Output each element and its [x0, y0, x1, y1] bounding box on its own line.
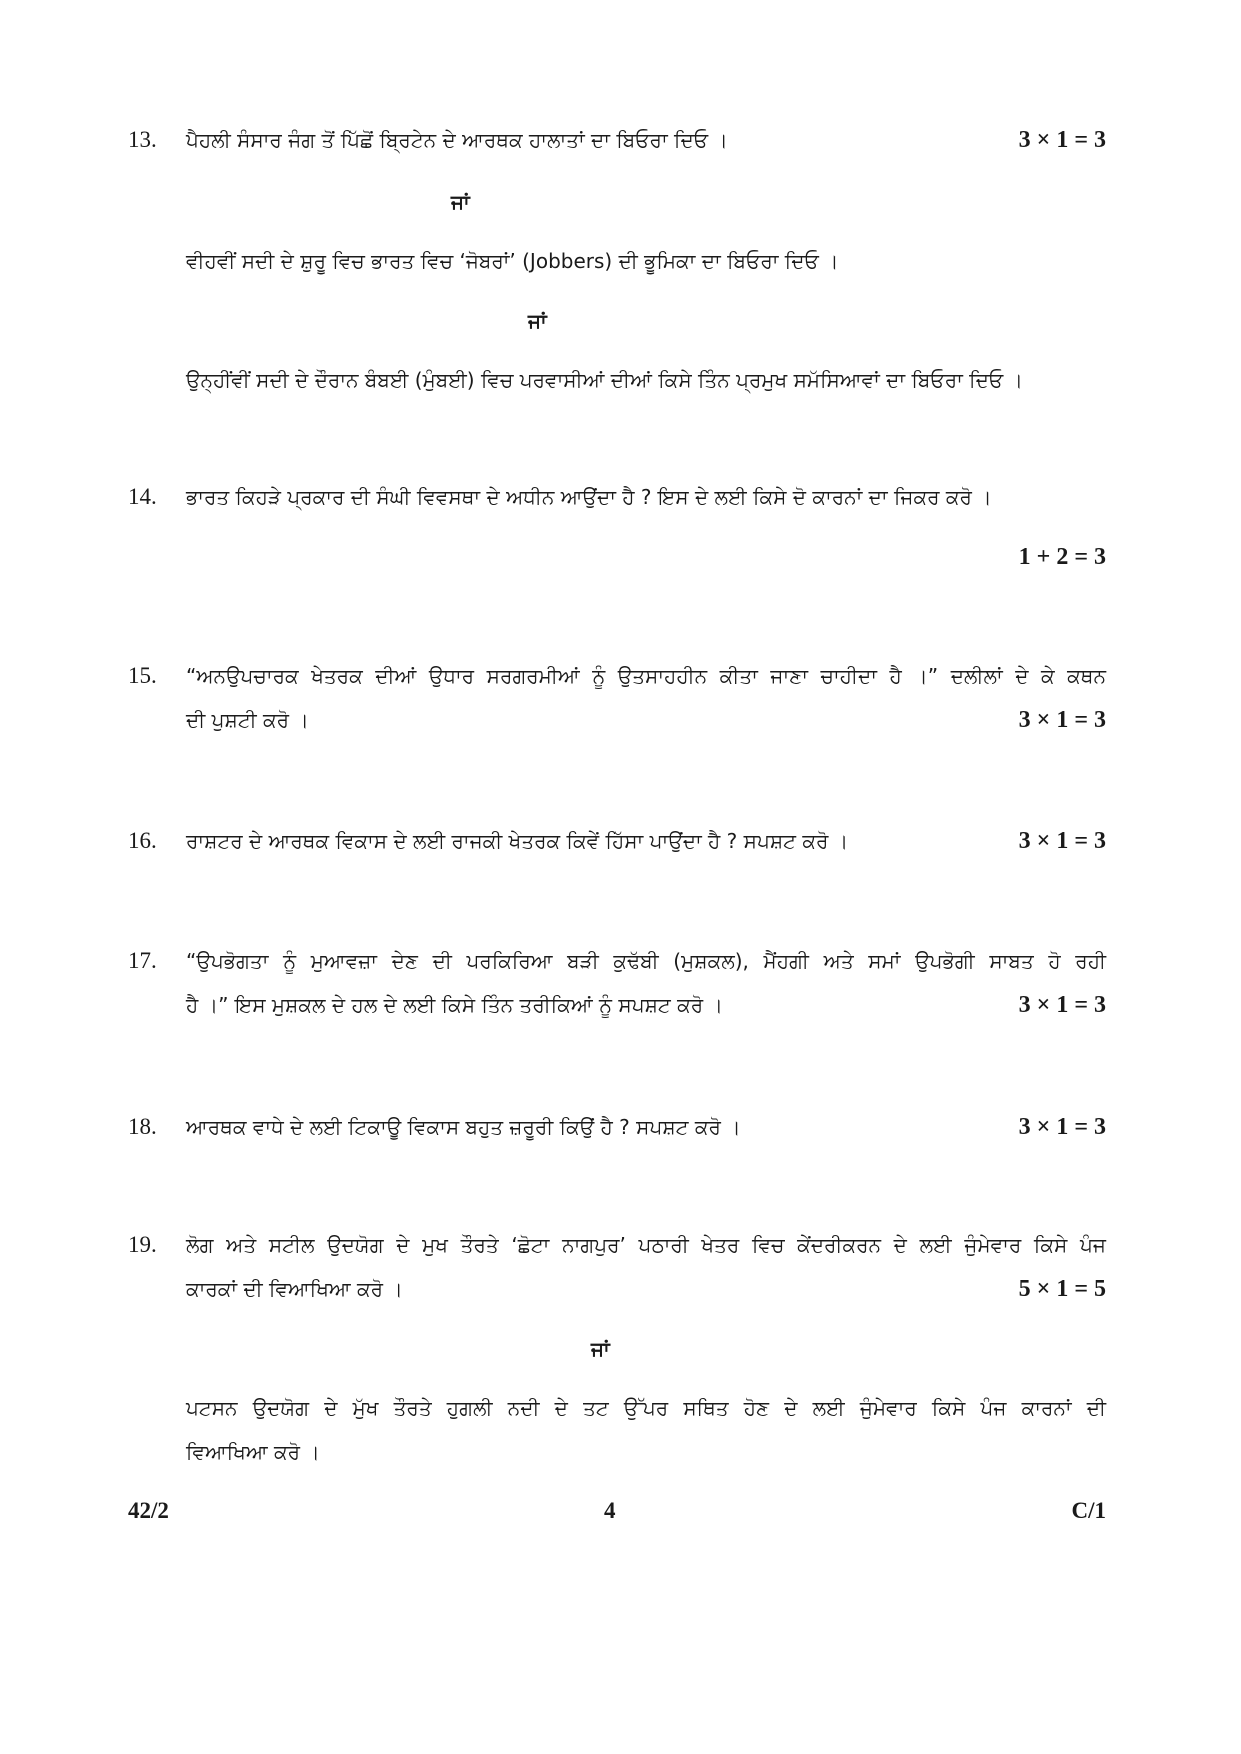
marks: 3 × 1 = 3 — [1018, 127, 1106, 153]
or-separator: ਜਾਂ — [591, 1337, 610, 1361]
page-number: 4 — [604, 1498, 616, 1523]
alternative-question-text: ਵਿਆਖਿਆ ਕਰੋ । — [186, 1440, 320, 1464]
marks: 1 + 2 = 3 — [1018, 544, 1106, 570]
question-number: 14. — [128, 484, 157, 509]
question-number: 17. — [128, 948, 157, 973]
marks: 3 × 1 = 3 — [1018, 828, 1106, 854]
or-separator: ਜਾਂ — [451, 190, 470, 214]
question-text: ਲੋਗ ਅਤੇ ਸਟੀਲ ਉਦਯੋਗ ਦੇ ਮੁਖ ਤੌਰਤੇ ‘ਛੋਟਾ ਨਾਗਪੁਰ’ ਪਠਾਰੀ ਖੇਤਰ ਵਿਚ ਕੇਂਦਰੀਕਰਨ ਦੇ ਲਈ ਜੁੰਮੇਵਾਰ ਕਿਸੇ ਪੰਜ — [186, 1233, 1106, 1257]
question-number: 18. — [128, 1114, 157, 1139]
question-text: ਰਾਸ਼ਟਰ ਦੇ ਆਰਥਕ ਵਿਕਾਸ ਦੇ ਲਈ ਰਾਜਕੀ ਖੇਤਰਕ ਕਿਵੇਂ ਹਿੱਸਾ ਪਾਉਂਦਾ ਹੈ ? ਸਪਸ਼ਟ ਕਰੋ । — [186, 829, 849, 853]
question-number: 19. — [128, 1232, 157, 1257]
question-text: ਕਾਰਕਾਂ ਦੀ ਵਿਆਖਿਆ ਕਰੋ । — [186, 1277, 403, 1301]
marks: 3 × 1 = 3 — [1018, 992, 1106, 1018]
question-text: “ਅਨਉਪਚਾਰਕ ਖੇਤਰਕ ਦੀਆਂ ਉਧਾਰ ਸਰਗਰਮੀਆਂ ਨੂੰ ਉਤਸਾਹਹੀਨ ਕੀਤਾ ਜਾਣਾ ਚਾਹੀਦਾ ਹੈ ।” ਦਲੀਲਾਂ ਦੇ ਕੇ ਕਥਨ — [186, 664, 1106, 688]
question-text: “ਉਪਭੋਗਤਾ ਨੂੰ ਮੁਆਵਜ਼ਾ ਦੇਣ ਦੀ ਪਰਕਿਰਿਆ ਬੜੀ ਕੁਢੱਬੀ (ਮੁਸ਼ਕਲ), ਮੈਂਹਗੀ ਅਤੇ ਸਮਾਂ ਉਪਭੋਗੀ ਸਾਬਤ ਹੋ ਰਹੀ — [186, 949, 1106, 973]
question-number: 15. — [128, 663, 157, 688]
question-number: 16. — [128, 828, 157, 853]
alternative-question-text: ਉਨ੍ਹੀਂਵੀਂ ਸਦੀ ਦੇ ਦੌਰਾਨ ਬੰਬਈ (ਮੁੰਬਈ) ਵਿਚ ਪਰਵਾਸੀਆਂ ਦੀਆਂ ਕਿਸੇ ਤਿੰਨ ਪ੍ਰਮੁਖ ਸਮੱਸਿਆਵਾਂ ਦਾ ਬਿਓਰਾ ਦਿਓ । — [186, 368, 1024, 392]
marks: 5 × 1 = 5 — [1018, 1276, 1106, 1302]
set-code: C/1 — [1071, 1498, 1106, 1523]
question-number: 13. — [128, 127, 157, 152]
question-text: ਆਰਥਕ ਵਾਧੇ ਦੇ ਲਈ ਟਿਕਾਊ ਵਿਕਾਸ ਬਹੁਤ ਜ਼ਰੂਰੀ ਕਿਉਂ ਹੈ ? ਸਪਸ਼ਟ ਕਰੋ । — [186, 1115, 741, 1139]
alternative-question-text: ਪਟਸਨ ਉਦਯੋਗ ਦੇ ਮੁੱਖ ਤੌਰਤੇ ਹੁਗਲੀ ਨਦੀ ਦੇ ਤਟ ਉੱਪਰ ਸਥਿਤ ਹੋਣ ਦੇ ਲਈ ਜੁੰਮੇਵਾਰ ਕਿਸੇ ਪੰਜ ਕਾਰਨਾਂ ਦੀ — [186, 1396, 1106, 1420]
marks: 3 × 1 = 3 — [1018, 1114, 1106, 1140]
alternative-question-text: ਵੀਹਵੀਂ ਸਦੀ ਦੇ ਸ਼ੁਰੂ ਵਿਚ ਭਾਰਤ ਵਿਚ ‘ਜੋਬਰਾਂ’ (Jobbers) ਦੀ ਭੂਮਿਕਾ ਦਾ ਬਿਓਰਾ ਦਿਓ । — [186, 249, 839, 273]
or-separator: ਜਾਂ — [528, 309, 547, 333]
question-text: ਪੈਹਲੀ ਸੰਸਾਰ ਜੰਗ ਤੋਂ ਪਿੱਛੋਂ ਬ੍ਰਿਟੇਨ ਦੇ ਆਰਥਕ ਹਾਲਾਤਾਂ ਦਾ ਬਿਓਰਾ ਦਿਓ । — [186, 128, 728, 152]
paper-code: 42/2 — [128, 1498, 169, 1523]
marks: 3 × 1 = 3 — [1018, 707, 1106, 733]
question-text: ਦੀ ਪੁਸ਼ਟੀ ਕਰੋ । — [186, 708, 309, 732]
question-text: ਹੈ ।” ਇਸ ਮੁਸ਼ਕਲ ਦੇ ਹਲ ਦੇ ਲਈ ਕਿਸੇ ਤਿੰਨ ਤਰੀਕਿਆਂ ਨੂੰ ਸਪਸ਼ਟ ਕਰੋ । — [186, 993, 723, 1017]
question-text: ਭਾਰਤ ਕਿਹੜੇ ਪ੍ਰਕਾਰ ਦੀ ਸੰਘੀ ਵਿਵਸਥਾ ਦੇ ਅਧੀਨ ਆਉਂਦਾ ਹੈ ? ਇਸ ਦੇ ਲਈ ਕਿਸੇ ਦੋ ਕਾਰਨਾਂ ਦਾ ਜਿਕਰ ਕਰੋ । — [186, 485, 992, 509]
